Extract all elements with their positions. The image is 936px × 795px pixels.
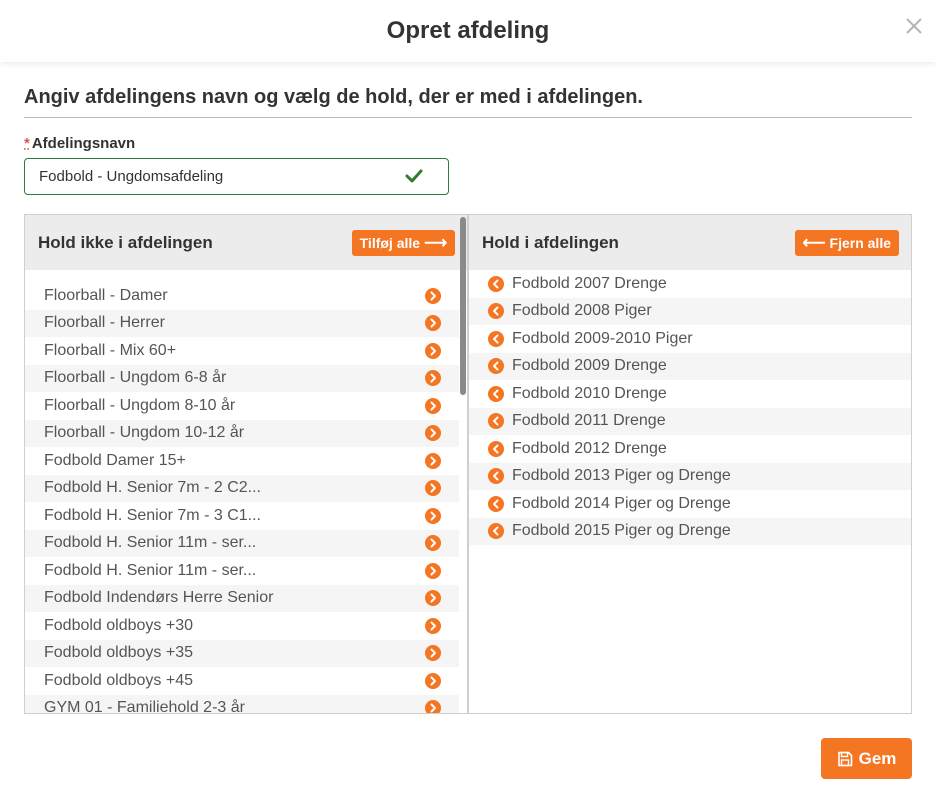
available-team-row[interactable] bbox=[25, 447, 459, 475]
department-teams-list bbox=[469, 270, 911, 545]
available-team-row[interactable] bbox=[25, 420, 459, 448]
available-team-row[interactable] bbox=[25, 585, 459, 613]
department-name-input[interactable] bbox=[24, 158, 449, 195]
available-team-label: Fodbold H. Senior 11m - ser... bbox=[44, 561, 257, 579]
check-icon bbox=[405, 168, 423, 184]
available-team-label: GYM 01 - Familiehold 2-3 år bbox=[44, 699, 245, 714]
department-teams-header bbox=[469, 215, 911, 270]
chevron-left-circle-icon[interactable] bbox=[488, 358, 504, 374]
available-teams-title: Hold ikke i afdelingen bbox=[38, 232, 213, 252]
department-team-row[interactable] bbox=[469, 435, 911, 463]
available-team-label: Floorball - Ungdom 10-12 år bbox=[44, 424, 245, 442]
remove-all-label: Fjern alle bbox=[829, 234, 891, 251]
available-team-row[interactable] bbox=[25, 392, 459, 420]
save-label: Gem bbox=[858, 748, 897, 768]
department-team-label: Fodbold 2009 Drenge bbox=[512, 357, 667, 375]
available-team-label: Fodbold Damer 15+ bbox=[44, 451, 186, 469]
available-team-label: Floorball - Ungdom 8-10 år bbox=[44, 396, 236, 414]
available-team-row[interactable] bbox=[25, 337, 459, 365]
chevron-right-circle-icon[interactable] bbox=[425, 398, 441, 414]
available-team-label: Fodbold Indendørs Herre Senior bbox=[44, 589, 274, 607]
available-team-label: Floorball - Mix 60+ bbox=[44, 341, 177, 359]
modal-title: Opret afdeling bbox=[386, 17, 550, 44]
close-icon[interactable] bbox=[904, 16, 926, 40]
available-team-row[interactable] bbox=[25, 365, 459, 393]
chevron-right-circle-icon[interactable] bbox=[425, 343, 441, 359]
available-team-row[interactable] bbox=[25, 502, 459, 530]
department-team-label: Fodbold 2008 Piger bbox=[512, 302, 652, 320]
chevron-right-circle-icon[interactable] bbox=[425, 618, 441, 634]
department-team-row[interactable] bbox=[469, 408, 911, 436]
available-team-row[interactable] bbox=[25, 475, 459, 503]
floppy-disk-icon bbox=[837, 751, 853, 767]
chevron-right-circle-icon[interactable] bbox=[425, 315, 441, 331]
available-team-row[interactable] bbox=[25, 282, 459, 310]
remove-all-button[interactable] bbox=[795, 230, 899, 256]
department-team-row[interactable] bbox=[469, 463, 911, 491]
chevron-right-circle-icon[interactable] bbox=[425, 645, 441, 661]
instructions-heading: Angiv afdelingens navn og vælg de hold, der er med i afdelingen. bbox=[24, 86, 912, 118]
department-team-row[interactable] bbox=[469, 298, 911, 326]
available-team-label: Fodbold oldboys +45 bbox=[44, 671, 193, 689]
add-all-label: Tilføj alle bbox=[359, 234, 421, 251]
chevron-left-circle-icon[interactable] bbox=[488, 468, 504, 484]
chevron-right-circle-icon[interactable] bbox=[425, 700, 441, 714]
department-team-row[interactable] bbox=[469, 353, 911, 381]
department-team-row[interactable] bbox=[469, 380, 911, 408]
add-all-button[interactable] bbox=[352, 230, 455, 256]
department-name-label bbox=[24, 135, 135, 152]
department-team-label: Fodbold 2010 Drenge bbox=[512, 384, 667, 402]
chevron-left-circle-icon[interactable] bbox=[488, 386, 504, 402]
scroll-thumb[interactable] bbox=[460, 217, 466, 395]
department-team-label: Fodbold 2014 Piger og Drenge bbox=[512, 494, 731, 512]
chevron-right-circle-icon[interactable] bbox=[425, 425, 441, 441]
department-team-row[interactable] bbox=[469, 518, 911, 546]
available-teams-list bbox=[25, 282, 459, 714]
department-teams-title: Hold i afdelingen bbox=[482, 232, 619, 252]
modal-header bbox=[0, 0, 936, 62]
chevron-left-circle-icon[interactable] bbox=[488, 331, 504, 347]
available-team-row[interactable] bbox=[25, 667, 459, 695]
chevron-right-circle-icon[interactable] bbox=[425, 535, 441, 551]
available-team-row[interactable] bbox=[25, 640, 459, 668]
chevron-left-circle-icon[interactable] bbox=[488, 413, 504, 429]
required-marker: * bbox=[24, 135, 30, 152]
available-team-row[interactable] bbox=[25, 612, 459, 640]
department-team-row[interactable] bbox=[469, 270, 911, 298]
chevron-right-circle-icon[interactable] bbox=[425, 673, 441, 689]
department-team-label: Fodbold 2013 Piger og Drenge bbox=[512, 467, 731, 485]
chevron-right-circle-icon[interactable] bbox=[425, 288, 441, 304]
chevron-right-circle-icon[interactable] bbox=[425, 480, 441, 496]
department-team-row[interactable] bbox=[469, 325, 911, 353]
chevron-right-circle-icon[interactable] bbox=[425, 508, 441, 524]
save-button[interactable] bbox=[821, 738, 912, 779]
available-team-row[interactable] bbox=[25, 695, 459, 715]
department-name-label-text: Afdelingsnavn bbox=[31, 135, 136, 152]
available-team-label: Fodbold oldboys +35 bbox=[44, 644, 193, 662]
available-team-row[interactable] bbox=[25, 530, 459, 558]
available-teams-panel bbox=[24, 214, 468, 714]
available-team-label: Fodbold H. Senior 7m - 2 C2... bbox=[44, 479, 261, 497]
arrow-left-icon: ⟵ bbox=[802, 234, 826, 252]
department-team-row[interactable] bbox=[469, 490, 911, 518]
chevron-left-circle-icon[interactable] bbox=[488, 303, 504, 319]
chevron-right-circle-icon[interactable] bbox=[425, 590, 441, 606]
department-team-label: Fodbold 2012 Drenge bbox=[512, 439, 667, 457]
arrow-right-icon: ⟶ bbox=[424, 234, 447, 252]
chevron-right-circle-icon[interactable] bbox=[425, 563, 441, 579]
available-team-row[interactable] bbox=[25, 557, 459, 585]
department-teams-panel bbox=[468, 214, 912, 714]
department-team-label: Fodbold 2007 Drenge bbox=[512, 274, 667, 292]
department-team-label: Fodbold 2011 Drenge bbox=[512, 412, 666, 430]
available-team-label: Fodbold oldboys +30 bbox=[44, 616, 193, 634]
available-teams-header bbox=[25, 215, 467, 270]
available-team-row[interactable] bbox=[25, 310, 459, 338]
available-team-label: Fodbold H. Senior 11m - ser... bbox=[44, 534, 257, 552]
chevron-right-circle-icon[interactable] bbox=[425, 370, 441, 386]
department-team-label: Fodbold 2015 Piger og Drenge bbox=[512, 522, 731, 540]
chevron-left-circle-icon[interactable] bbox=[488, 523, 504, 539]
available-team-label: Floorball - Ungdom 6-8 år bbox=[44, 369, 227, 387]
available-team-label: Fodbold H. Senior 7m - 3 C1... bbox=[44, 506, 261, 524]
available-team-label: Floorball - Damer bbox=[44, 286, 168, 304]
available-team-label: Floorball - Herrer bbox=[44, 314, 165, 332]
chevron-left-circle-icon[interactable] bbox=[488, 276, 504, 292]
department-team-label: Fodbold 2009-2010 Piger bbox=[512, 329, 693, 347]
chevron-left-circle-icon[interactable] bbox=[488, 441, 504, 457]
chevron-right-circle-icon[interactable] bbox=[425, 453, 441, 469]
scrollbar[interactable] bbox=[459, 215, 467, 714]
chevron-left-circle-icon[interactable] bbox=[488, 496, 504, 512]
